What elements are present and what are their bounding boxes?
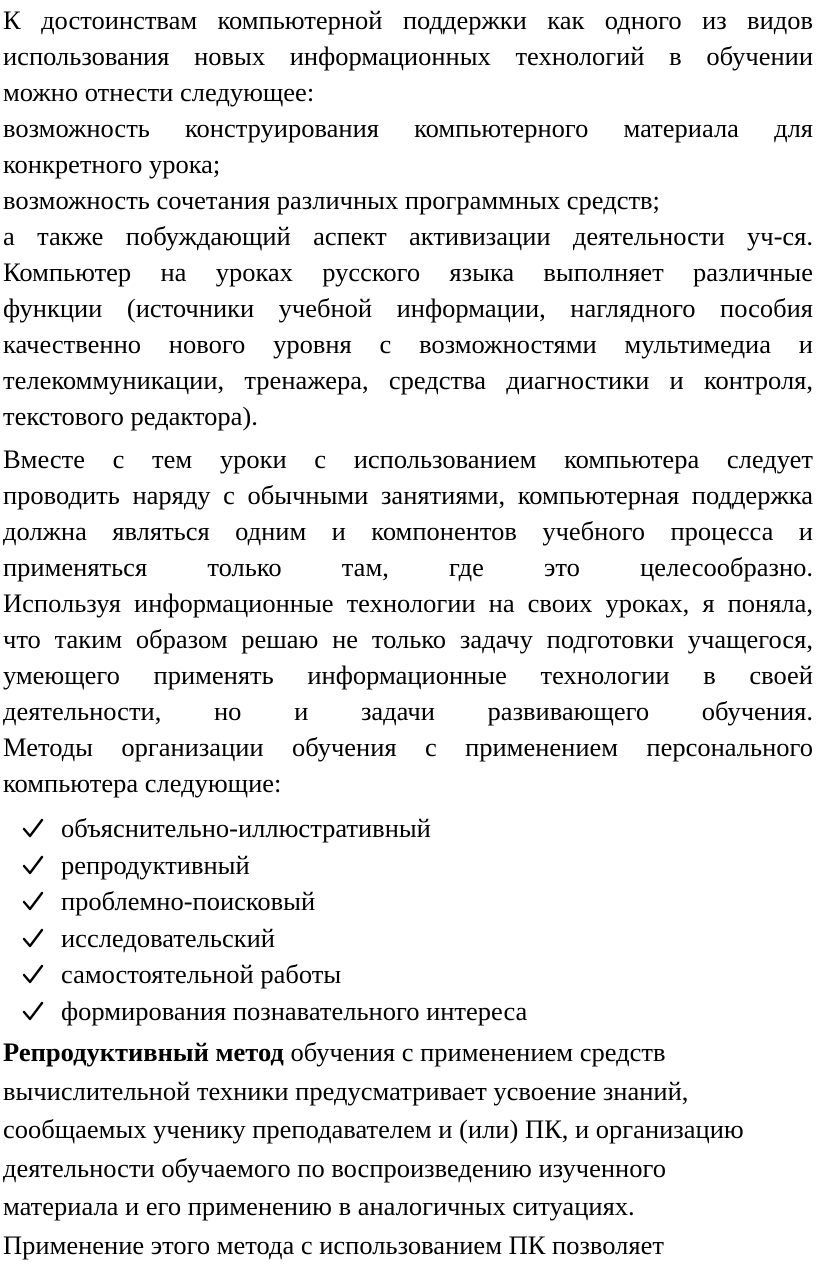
list-item bbox=[22, 810, 782, 847]
text-line: возможность конструирования компьютерного материала для bbox=[3, 110, 813, 146]
text-line: конкретного урока; bbox=[3, 146, 813, 182]
text-line: Используя информационные технологии на своих уроках, я поняла, bbox=[3, 585, 813, 621]
text-line: качественно нового уровня с возможностями мультимедиа и bbox=[3, 326, 813, 362]
paragraph-reproductive-method bbox=[3, 1033, 813, 1264]
list-item-label: исследовательский bbox=[61, 920, 275, 957]
list-item bbox=[22, 956, 782, 993]
text-line: текстового редактора). bbox=[3, 398, 813, 434]
text-line: должна являться одним и компонентов учебного процесса и bbox=[3, 513, 813, 549]
list-item bbox=[22, 993, 782, 1030]
list-item bbox=[22, 883, 782, 920]
text-line: вычислительной техники предусматривает усвоение знаний, bbox=[3, 1072, 813, 1111]
list-item-label: объяснительно-иллюстративный bbox=[61, 810, 431, 847]
text-line bbox=[3, 1033, 813, 1072]
text-line: Вместе с тем уроки с использованием компьютера следует bbox=[3, 441, 813, 477]
text-line: а также побуждающий аспект активизации деятельности уч-ся. bbox=[3, 218, 813, 254]
text-line: сообщаемых ученику преподавателем и (или) ПК, и организацию bbox=[3, 1110, 813, 1149]
text-line: Методы организации обучения с применением персонального bbox=[3, 729, 813, 765]
text-line: компьютера следующие: bbox=[3, 765, 813, 801]
text-line: Применение этого метода с использованием ПК позволяет bbox=[3, 1226, 813, 1264]
text-line: возможность сочетания различных программных средств; bbox=[3, 182, 813, 218]
bold-term: Репродуктивный метод bbox=[3, 1037, 284, 1067]
checkmark-icon bbox=[22, 963, 44, 985]
checkmark-icon bbox=[22, 927, 44, 949]
text-line: деятельности, но и задачи развивающего обучения. bbox=[3, 693, 813, 729]
paragraph-usage bbox=[3, 441, 813, 801]
text-line: что таким образом решаю не только задачу подготовки учащегося, bbox=[3, 621, 813, 657]
checkmark-icon bbox=[22, 854, 44, 876]
checkmark-icon bbox=[22, 817, 44, 839]
list-item bbox=[22, 847, 782, 884]
checkmark-icon bbox=[22, 890, 44, 912]
text-line: телекоммуникации, тренажера, средства диагностики и контроля, bbox=[3, 362, 813, 398]
text-line: деятельности обучаемого по воспроизведению изученного bbox=[3, 1149, 813, 1188]
list-item-label: проблемно-поисковый bbox=[61, 883, 315, 920]
text-fragment: обучения с применением средств bbox=[284, 1037, 666, 1067]
text-line: Компьютер на уроках русского языка выполняет различные bbox=[3, 254, 813, 290]
text-line: использования новых информационных технологий в обучении bbox=[3, 38, 813, 74]
list-item bbox=[22, 920, 782, 957]
text-line: применяться только там, где это целесообразно. bbox=[3, 549, 813, 585]
list-item-label: репродуктивный bbox=[61, 847, 250, 884]
list-item-label: формирования познавательного интереса bbox=[61, 993, 527, 1030]
text-line: функции (источники учебной информации, наглядного пособия bbox=[3, 290, 813, 326]
checkmark-icon bbox=[22, 1000, 44, 1022]
text-line: материала и его применению в аналогичных ситуациях. bbox=[3, 1187, 813, 1226]
text-line: К достоинствам компьютерной поддержки как одного из видов bbox=[3, 2, 813, 38]
methods-list bbox=[22, 810, 782, 1029]
paragraph-advantages bbox=[3, 2, 813, 434]
text-line: умеющего применять информационные технологии в своей bbox=[3, 657, 813, 693]
list-item-label: самостоятельной работы bbox=[61, 956, 341, 993]
text-line: проводить наряду с обычными занятиями, компьютерная поддержка bbox=[3, 477, 813, 513]
text-line: можно отнести следующее: bbox=[3, 74, 813, 110]
